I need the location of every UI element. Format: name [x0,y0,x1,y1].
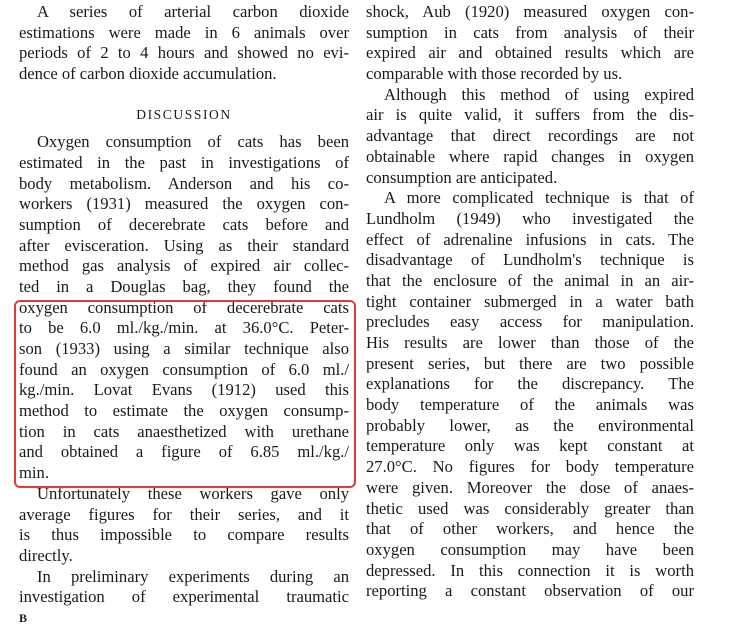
text-line: comparable with those recorded by us. [366,64,623,84]
text-line: advantage that direct recordings are not [366,126,694,146]
text-line: effect of adrenaline infusions in cats. The [366,229,694,249]
text-line: Oxygen consumption of cats has been [37,132,349,152]
text-line: precludes easy access for manipulation. [366,312,694,332]
text-line: 27.0°C. No figures for body temperature [366,457,694,477]
text-line: investigation of experimental traumatic [19,587,349,607]
text-line: sumption in cats from analysis of their [366,22,694,42]
text-line: depressed. In this connection it is worth [366,560,694,580]
text-line: Although this method of using expired [384,84,694,104]
text-line: explanations for the discrepancy. The [366,374,694,394]
spacer [19,85,349,106]
text-line: present series, but there are two possible [366,353,694,373]
text-line: A series of arterial carbon dioxide [37,2,349,21]
text-line: that the enclosure of the animal in an air- [366,270,694,290]
text-line: method to estimate the oxygen consump- [19,401,349,421]
text-line: shock, Aub (1920) measured oxygen con- [366,2,694,21]
text-line: consumption are anticipated. [366,167,558,187]
section-heading: DISCUSSION [136,107,232,123]
text-line: body temperature of the animals was [366,395,694,415]
text-line: ted in a Douglas bag, they found the [19,276,349,296]
text-line: to be 6.0 ml./kg./min. at 36.0°C. Peter- [19,318,349,338]
text-line: probably lower, as the environmental [366,415,694,435]
text-line: Unfortunately these workers gave only [37,483,349,503]
text-line: that of other workers, and hence the [366,519,694,539]
text-line: estimations were made in 6 animals over [19,22,349,42]
text-line: periods of 2 to 4 hours and showed no evi- [19,43,349,63]
text-line: body metabolism. Anderson and his co- [19,173,349,193]
text-line: workers (1931) measured the oxygen con- [19,194,349,214]
text-line: oxygen consumption of decerebrate cats [19,297,349,317]
text-line: disadvantage of Lundholm's technique is [366,250,694,270]
left-column [19,2,349,629]
text-line: reporting a constant observation of our [366,581,694,601]
text-line: obtainable where rapid changes in oxygen [366,146,694,166]
text-line: estimated in the past in investigations of [19,152,349,172]
text-line: thetic used was considerably greater than [366,498,694,518]
text-line: after evisceration. Using as their standard [19,235,349,255]
text-line: found an oxygen consumption of 6.0 ml./ [19,359,349,379]
text-line: average figures for their series, and it [19,504,349,524]
text-line: Lundholm (1949) who investigated the [366,208,694,228]
text-line: and obtained a figure of 6.85 ml./kg./ [19,442,349,462]
text-line: min. [19,463,49,483]
text-line: His results are lower than those of the [366,333,694,352]
text-line: tion in cats anaesthetized with urethane [19,421,349,441]
text-line: sumption of decerebrate cats before and [19,214,349,234]
text-line: oxygen consumption may have been [366,539,694,559]
text-line: A more complicated technique is that of [384,188,694,208]
text-line: were given. Moreover the dose of anaes- [366,477,694,497]
text-line: directly. [19,545,73,565]
text-line: son (1933) using a similar technique also [19,339,349,358]
text-line: In preliminary experiments during an [37,566,349,586]
text-line: method gas analysis of expired air collec- [19,256,349,276]
text-line: tight container submerged in a water bath [366,291,694,311]
text-line: kg./min. Lovat Evans (1912) used this [19,380,349,400]
page-footer-mark: B [19,610,28,625]
text-line: air is quite valid, it suffers from the dis- [366,105,694,125]
text-line: dence of carbon dioxide accumulation. [19,64,277,84]
right-column [366,2,694,602]
text-line: is thus impossible to compare results [19,525,349,545]
text-line: temperature only was kept constant at [366,436,694,456]
text-line: expired air and obtained results which are [366,43,694,63]
